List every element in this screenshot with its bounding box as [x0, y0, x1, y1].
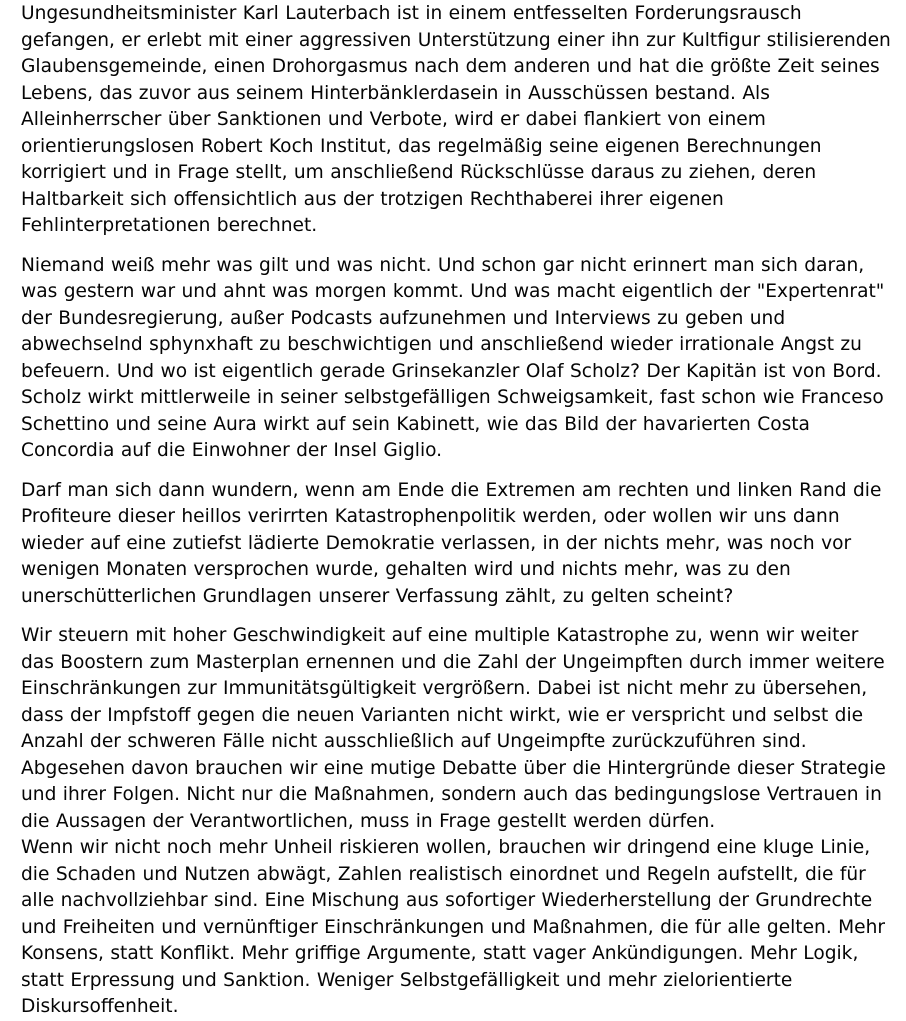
paragraph-1: Ungesundheitsminister Karl Lauterbach ist in einem entfesselten Forderungsrausch gefangen, er erlebt mit einer aggressiven Unterstützung einer ihn zur Kultfigur stilisierenden Glaubensgemeinde, einen Drohorgasmus nach dem anderen und hat die größte Zeit seines Lebens, das zuvor aus seinem Hinterbänklerdasein in Ausschüssen bestand. Als Alleinherrscher über Sanktionen und Verbote, wird er dabei flankiert von einem orientierungslosen Robert Koch Institut, das regelmäßig seine eigenen Berechnungen korrigiert und in Frage stellt, um anschließend Rückschlüsse daraus zu ziehen, deren Haltbarkeit sich offensichtlich aus der trotzigen Rechthaberei ihrer eigenen Fehlinterpretationen berechnet. [21, 3, 891, 236]
paragraph-2: Niemand weiß mehr was gilt und was nicht. Und schon gar nicht erinnert man sich daran, was gestern war und ahnt was morgen kommt. Und was macht eigentlich der "Expertenrat" der Bundesregierung, außer Podcasts aufzunehmen und Interviews zu geben und abwechselnd sphynxhaft zu beschwichtigen und anschließend wieder irrationale Angst zu befeuern. Und wo ist eigentlich gerade Grinsekanzler Olaf Scholz? Der Kapitän ist von Bord. Scholz wirkt mittlerweile in seiner selbstgefälligen Schweigsamkeit, fast schon wie Franceso Schettino und seine Aura wirkt auf sein Kabinett, wie das Bild der havarierten Costa Concordia auf die Einwohner der Insel Giglio. [21, 254, 885, 461]
paragraph-4: Wir steuern mit hoher Geschwindigkeit auf eine multiple Katastrophe zu, wenn wir weiter das Boostern zum Masterplan ernennen und die Zahl der Ungeimpften durch immer weitere Einschränkungen zur Immunitätsgültigkeit vergrößern. Dabei ist nicht mehr zu übersehen, dass der Impfstoff gegen die neuen Varianten nicht wirkt, wie er verspricht und selbst die Anzahl der schweren Fälle nicht ausschließlich auf Ungeimpfte zurückzuführen sind. Abgesehen davon brauchen wir eine mutige Debatte über die Hintergründe dieser Strategie und ihrer Folgen. Nicht nur die Maßnahmen, sondern auch das bedingungslose Vertrauen in die Aussagen der Verantwortlichen, muss in Frage gestellt werden dürfen. [21, 625, 886, 832]
paragraph-3: Darf man sich dann wundern, wenn am Ende die Extremen am rechten und linken Rand die Profiteure dieser heillos verirrten Katastrophenpolitik werden, oder wollen wir uns dann wieder auf eine zutiefst lädierte Demokratie verlassen, in der nichts mehr, was noch vor wenigen Monaten versprochen wurde, gehalten wird und nichts mehr, was zu den unerschütterlichen Grundlagen unserer Verfassung zählt, zu gelten scheint? [21, 479, 882, 607]
paragraph-5: Wenn wir nicht noch mehr Unheil riskieren wollen, brauchen wir dringend eine kluge Linie, die Schaden und Nutzen abwägt, Zahlen realistisch einordnet und Regeln aufstellt, die für alle nachvollziehbar sind. Eine Mischung aus sofortiger Wiederherstellung der Grundrechte und Freiheiten und vernünftiger Einschränkungen und Maßnahmen, die für alle gelten. Mehr Konsens, statt Konflikt. Mehr griffige Argumente, statt vager Ankündigungen. Mehr Logik, statt Erpressung und Sanktion. Weniger Selbstgefälligkeit und mehr zielorientierte Diskursoffenheit. [21, 837, 886, 1017]
